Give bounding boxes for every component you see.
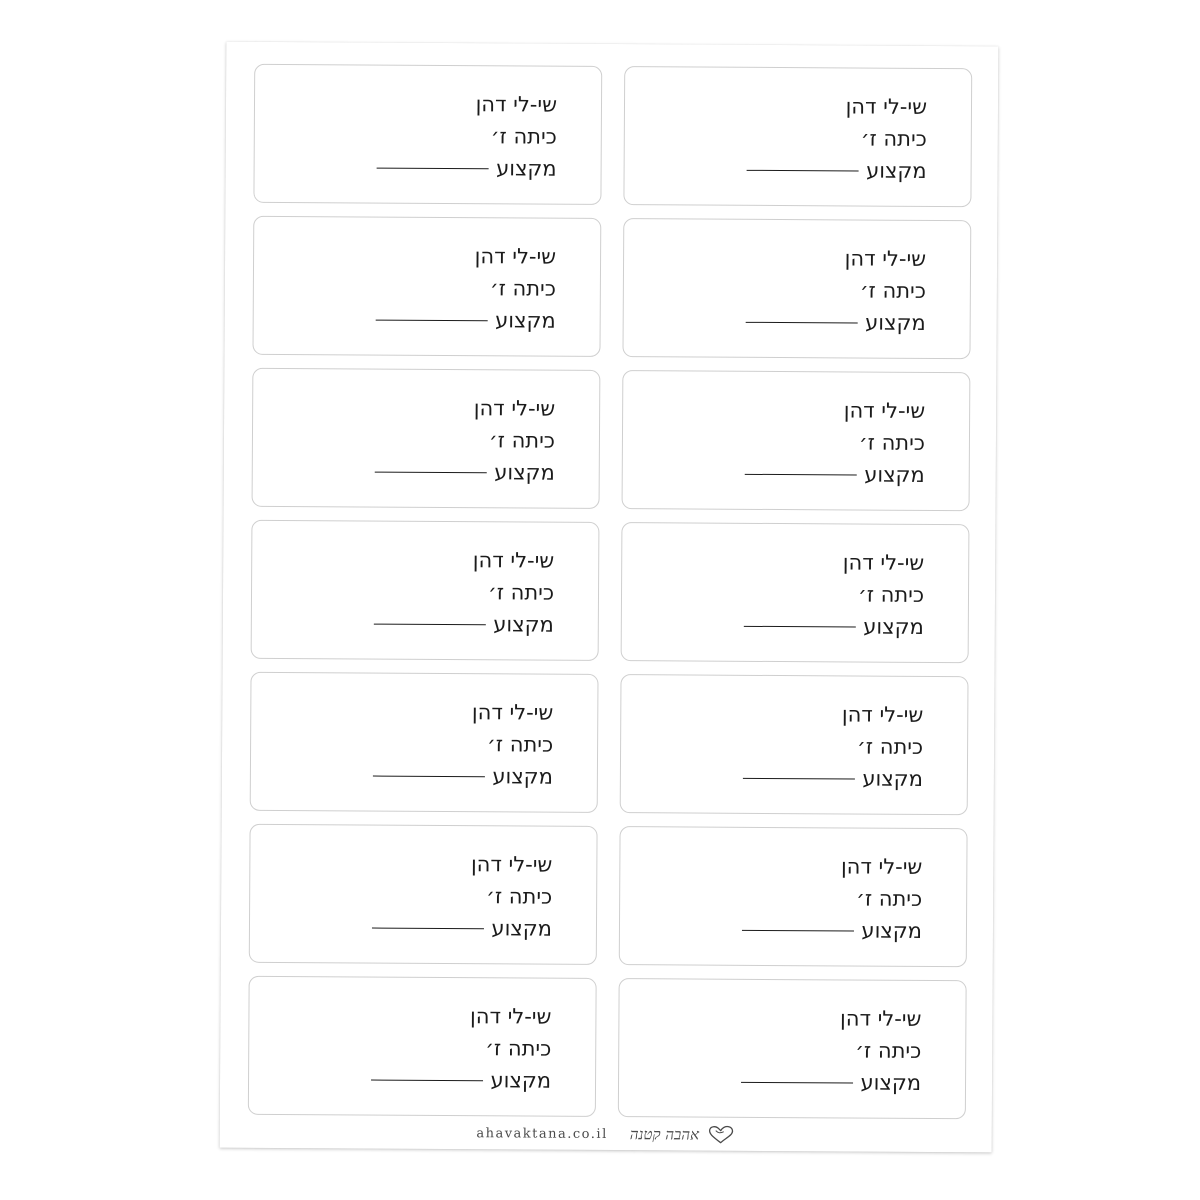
label-card bbox=[253, 64, 602, 205]
student-grade: כיתה ז׳ bbox=[855, 1038, 922, 1063]
subject-label: מקצוע bbox=[493, 612, 554, 637]
blank-line bbox=[376, 168, 488, 170]
subject-label: מקצוע bbox=[492, 764, 553, 789]
label-text bbox=[743, 546, 924, 643]
student-grade: כיתה ז׳ bbox=[488, 428, 556, 453]
subject-label: מקצוע bbox=[494, 460, 555, 485]
label-card bbox=[250, 672, 599, 813]
blank-line bbox=[746, 170, 858, 172]
subject-line bbox=[742, 762, 923, 795]
subject-label: מקצוע bbox=[860, 1070, 922, 1095]
subject-label: מקצוע bbox=[491, 916, 553, 941]
student-grade: כיתה ז׳ bbox=[489, 276, 556, 301]
labels-grid bbox=[248, 64, 972, 1119]
student-name: שי-לי דהן bbox=[471, 700, 554, 725]
label-card bbox=[622, 218, 971, 359]
blank-line bbox=[741, 930, 853, 932]
label-text bbox=[376, 88, 557, 185]
label-sheet bbox=[220, 42, 999, 1153]
label-card bbox=[248, 976, 597, 1117]
student-name: שי-לי דהן bbox=[845, 94, 928, 119]
label-text bbox=[371, 848, 552, 945]
subject-line bbox=[374, 456, 555, 489]
subject-line bbox=[746, 154, 927, 187]
blank-line bbox=[744, 474, 856, 476]
blank-line bbox=[375, 320, 487, 322]
label-card bbox=[622, 370, 971, 511]
student-name: שי-לי דהן bbox=[844, 246, 927, 271]
label-card bbox=[620, 674, 969, 815]
student-name: שי-לי דהן bbox=[470, 852, 553, 877]
label-text bbox=[370, 1000, 551, 1097]
subject-label: מקצוע bbox=[864, 462, 925, 487]
subject-line bbox=[371, 912, 552, 945]
label-text bbox=[375, 240, 556, 337]
student-name: שי-לי דהן bbox=[843, 398, 926, 423]
label-text bbox=[745, 242, 926, 339]
student-name: שי-לי דהן bbox=[840, 854, 923, 879]
student-name: שי-לי דהן bbox=[469, 1004, 552, 1029]
label-card bbox=[623, 66, 972, 207]
label-card bbox=[621, 522, 970, 663]
student-name: שי-לי דהן bbox=[841, 702, 924, 727]
subject-label: מקצוע bbox=[861, 918, 923, 943]
label-card bbox=[251, 520, 600, 661]
subject-label: מקצוע bbox=[863, 614, 924, 639]
student-grade: כיתה ז׳ bbox=[487, 732, 554, 757]
label-text bbox=[744, 394, 925, 491]
student-grade: כיתה ז׳ bbox=[490, 124, 557, 149]
blank-line bbox=[373, 624, 485, 626]
label-text bbox=[372, 696, 553, 793]
student-name: שי-לי דהן bbox=[473, 396, 556, 421]
brand-name: אהבה קטנה bbox=[629, 1124, 700, 1144]
subject-line bbox=[744, 458, 925, 491]
label-text bbox=[740, 1002, 921, 1099]
student-grade: כיתה ז׳ bbox=[487, 580, 555, 605]
subject-label: מקצוע bbox=[495, 308, 556, 333]
student-name: שי-לי דהן bbox=[842, 550, 925, 575]
subject-label: מקצוע bbox=[496, 156, 557, 181]
label-text bbox=[373, 544, 554, 641]
student-name: שי-לי דהן bbox=[839, 1006, 922, 1031]
student-grade: כיתה ז׳ bbox=[859, 278, 926, 303]
student-grade: כיתה ז׳ bbox=[485, 1036, 552, 1061]
student-grade: כיתה ז׳ bbox=[858, 430, 926, 455]
subject-line bbox=[740, 1066, 921, 1099]
brand-logo bbox=[630, 1124, 735, 1145]
subject-line bbox=[741, 914, 922, 947]
website-text: ahavaktana.co.il bbox=[476, 1125, 608, 1142]
student-grade: כיתה ז׳ bbox=[857, 734, 924, 759]
student-grade: כיתה ז׳ bbox=[856, 886, 923, 911]
blank-line bbox=[741, 1082, 853, 1084]
blank-line bbox=[742, 778, 854, 780]
label-card bbox=[618, 978, 967, 1119]
sheet-footer bbox=[220, 1122, 992, 1147]
blank-line bbox=[372, 776, 484, 778]
subject-line bbox=[743, 610, 924, 643]
subject-line bbox=[745, 306, 926, 339]
subject-label: מקצוע bbox=[865, 310, 926, 335]
label-card bbox=[249, 824, 598, 965]
label-text bbox=[374, 392, 555, 489]
blank-line bbox=[374, 472, 486, 474]
label-card bbox=[252, 216, 601, 357]
student-name: שי-לי דהן bbox=[472, 548, 555, 573]
subject-label: מקצוע bbox=[866, 158, 927, 183]
student-grade: כיתה ז׳ bbox=[860, 126, 927, 151]
student-grade: כיתה ז׳ bbox=[486, 884, 553, 909]
blank-line bbox=[371, 928, 483, 930]
blank-line bbox=[371, 1080, 483, 1082]
subject-line bbox=[370, 1064, 551, 1097]
subject-line bbox=[375, 304, 556, 337]
student-name: שי-לי דהן bbox=[475, 92, 558, 117]
heart-outline-icon bbox=[707, 1125, 735, 1145]
subject-line bbox=[373, 608, 554, 641]
label-card bbox=[252, 368, 601, 509]
student-grade: כיתה ז׳ bbox=[857, 582, 925, 607]
label-text bbox=[741, 850, 922, 947]
subject-line bbox=[372, 760, 553, 793]
blank-line bbox=[745, 322, 857, 324]
blank-line bbox=[743, 626, 855, 628]
subject-label: מקצוע bbox=[862, 766, 923, 791]
subject-label: מקצוע bbox=[490, 1068, 552, 1093]
label-text bbox=[746, 90, 927, 187]
student-name: שי-לי דהן bbox=[474, 244, 557, 269]
label-text bbox=[742, 698, 923, 795]
label-card bbox=[619, 826, 968, 967]
subject-line bbox=[376, 152, 557, 185]
